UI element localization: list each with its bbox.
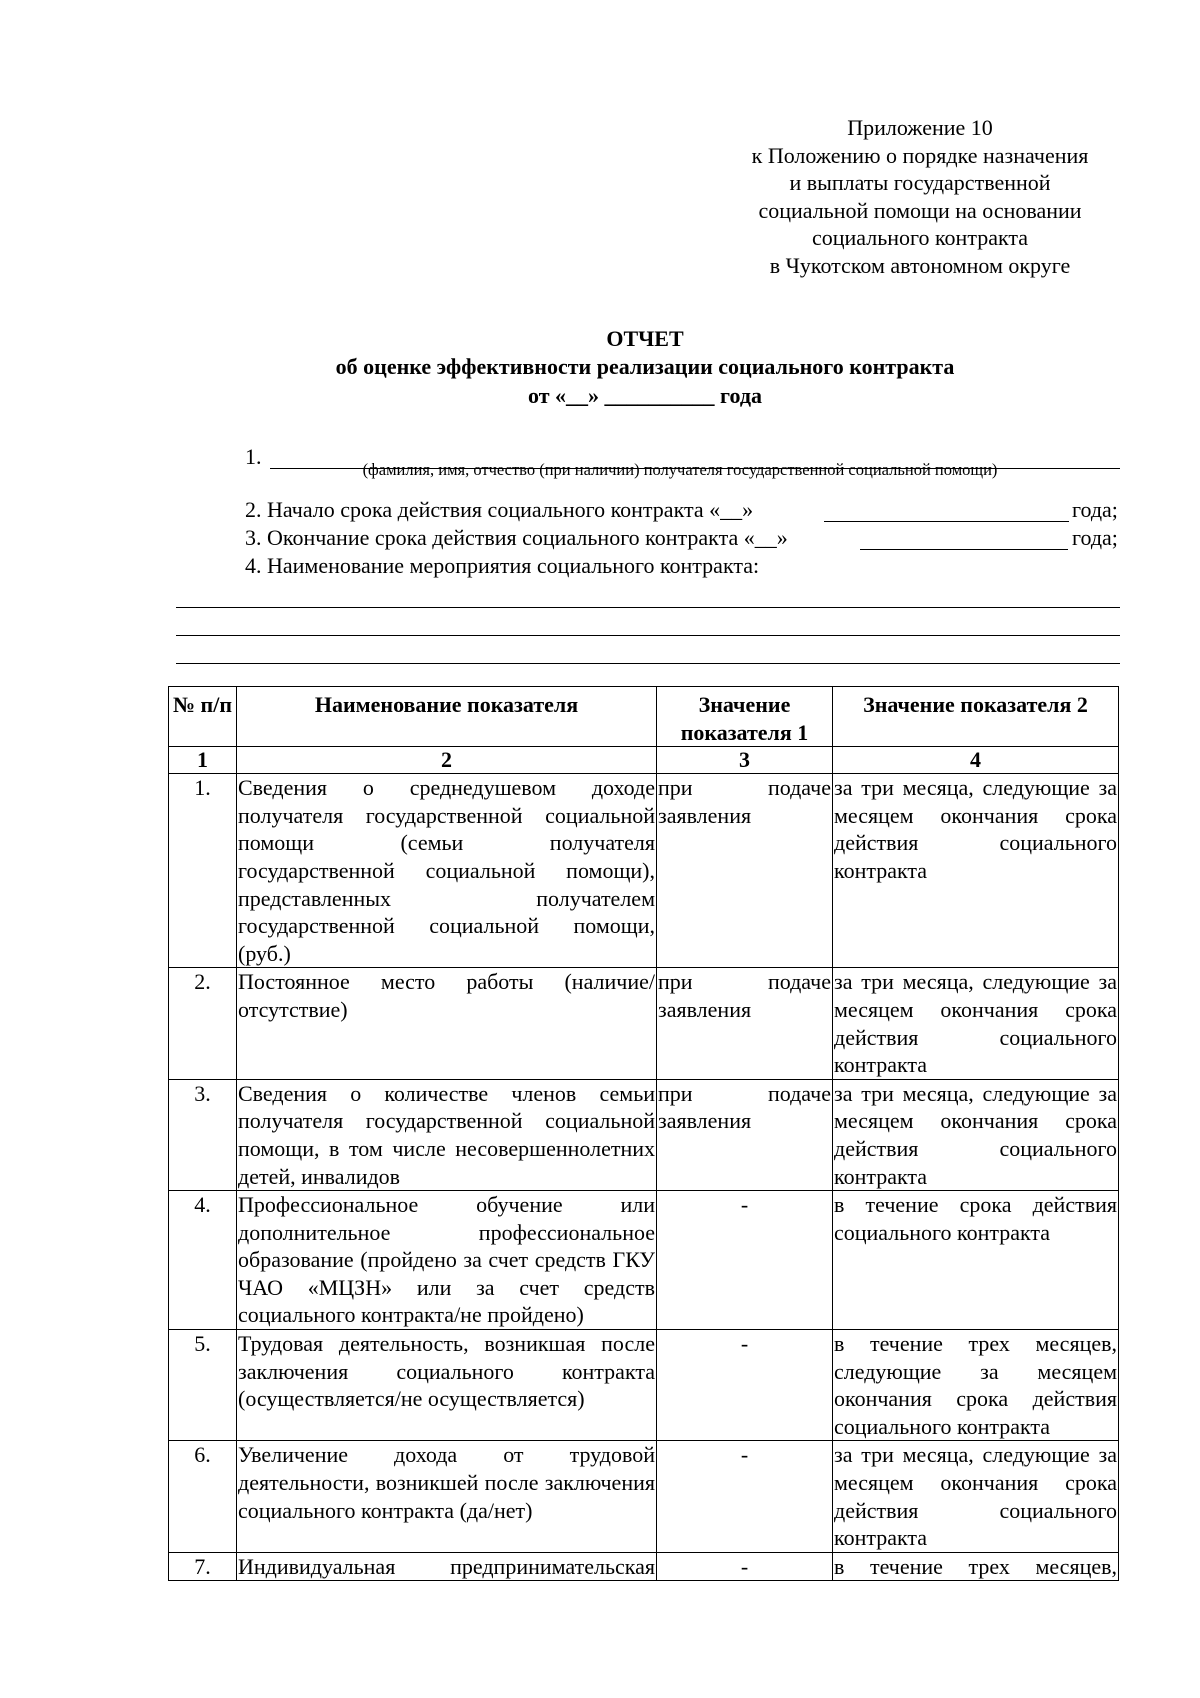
contract-end-label: 3. Окончание срока действия социального контракта «__»: [245, 525, 788, 550]
row-number: 7.: [169, 1552, 237, 1581]
document-date-line: от «__» __________ года: [528, 383, 762, 408]
indicator-value1: -: [657, 1191, 833, 1330]
document-title: ОТЧЕТ: [606, 326, 684, 351]
indicator-name: Индивидуальная предпринимательская: [237, 1552, 657, 1581]
indicator-value1: -: [657, 1552, 833, 1581]
contract-start-year-line[interactable]: [824, 521, 1069, 522]
appendix-line: в Чукотском автономном округе: [769, 252, 1071, 278]
appendix-line: к Положению о порядке назначения: [751, 142, 1089, 168]
table-row: [169, 1552, 1119, 1581]
contract-end-suffix: года;: [1072, 525, 1118, 550]
table-header-row: [169, 687, 1119, 747]
indicators-table: [168, 686, 1119, 1581]
appendix-line: Приложение 10: [847, 115, 993, 140]
table-row: [169, 774, 1119, 968]
indicator-value1: -: [657, 1330, 833, 1441]
indicator-name: Сведения о среднедушевом доходе получателя государственной социальной помощи (семьи получателя государственной социальной помощи), представленных получателем государственной социальной помощи, (руб.): [237, 774, 657, 968]
indicator-value1: при подаче заявления: [657, 774, 833, 968]
indicator-value1: -: [657, 1441, 833, 1552]
table-row: [169, 1441, 1119, 1552]
indicator-name: Профессиональное обучение или дополнительное профессиональное образование (пройдено за счет средств ГКУ ЧАО «МЦЗН» или за счет средств социального контракта/не пройдено): [237, 1191, 657, 1330]
row-number: 2.: [169, 968, 237, 1079]
contract-end-year-line[interactable]: [860, 549, 1068, 550]
activity-line-1[interactable]: [176, 607, 1120, 608]
indicator-name: Сведения о количестве членов семьи получателя государственной социальной помощи, в том числе несовершеннолетних детей, инвалидов: [237, 1079, 657, 1190]
indicator-name: Постоянное место работы (наличие/отсутствие): [237, 968, 657, 1079]
activity-line-3[interactable]: [176, 663, 1120, 664]
column-number: 1: [169, 747, 237, 774]
header-value1: Значение показателя 1: [657, 687, 833, 747]
indicator-value1: при подаче заявления: [657, 968, 833, 1079]
table-row: [169, 1191, 1119, 1330]
column-number-row: [169, 747, 1119, 774]
row-number: 6.: [169, 1441, 237, 1552]
indicator-value2: в течение трех месяцев, следующие за месяцем окончания срока действия социального контракта: [833, 1330, 1119, 1441]
table-row: [169, 1079, 1119, 1190]
table-row: [169, 968, 1119, 1079]
appendix-reference: [720, 114, 1120, 280]
indicator-value2: в течение срока действия социального контракта: [833, 1191, 1119, 1330]
contract-start-label: 2. Начало срока действия социального контракта «__»: [245, 497, 754, 522]
appendix-line: социальной помощи на основании: [758, 197, 1082, 223]
item1-number: 1.: [245, 444, 262, 469]
row-number: 1.: [169, 774, 237, 968]
header-name: Наименование показателя: [237, 687, 657, 747]
indicator-value2: за три месяца, следующие за месяцем окончания срока действия социального контракта: [833, 1079, 1119, 1190]
row-number: 3.: [169, 1079, 237, 1190]
header-num: № п/п: [169, 687, 237, 747]
activity-line-2[interactable]: [176, 635, 1120, 636]
table-row: [169, 1330, 1119, 1441]
indicator-name: Увеличение дохода от трудовой деятельности, возникшей после заключения социального контракта (да/нет): [237, 1441, 657, 1552]
indicator-value2: за три месяца, следующие за месяцем окончания срока действия социального контракта: [833, 1441, 1119, 1552]
indicator-value1: при подаче заявления: [657, 1079, 833, 1190]
recipient-name-caption: (фамилия, имя, отчество (при наличии) получателя государственной социальной помощи): [362, 460, 998, 479]
row-number: 5.: [169, 1330, 237, 1441]
header-value2: Значение показателя 2: [833, 687, 1119, 747]
appendix-line: и выплаты государственной: [789, 170, 1051, 196]
indicator-name: Трудовая деятельность, возникшая после заключения социального контракта (осуществляется/не осуществляется): [237, 1330, 657, 1441]
column-number: 3: [657, 747, 833, 774]
indicator-value2: в течение трех месяцев,: [833, 1552, 1119, 1581]
column-number: 2: [237, 747, 657, 774]
document-subtitle: об оценке эффективности реализации социального контракта: [335, 354, 955, 379]
column-number: 4: [833, 747, 1119, 774]
indicator-value2: за три месяца, следующие за месяцем окончания срока действия социального контракта: [833, 968, 1119, 1079]
contract-activity-label: 4. Наименование мероприятия социального контракта:: [245, 553, 760, 578]
appendix-line: социального контракта: [811, 225, 1029, 251]
indicator-value2: за три месяца, следующие за месяцем окончания срока действия социального контракта: [833, 774, 1119, 968]
row-number: 4.: [169, 1191, 237, 1330]
contract-start-suffix: года;: [1072, 497, 1118, 522]
